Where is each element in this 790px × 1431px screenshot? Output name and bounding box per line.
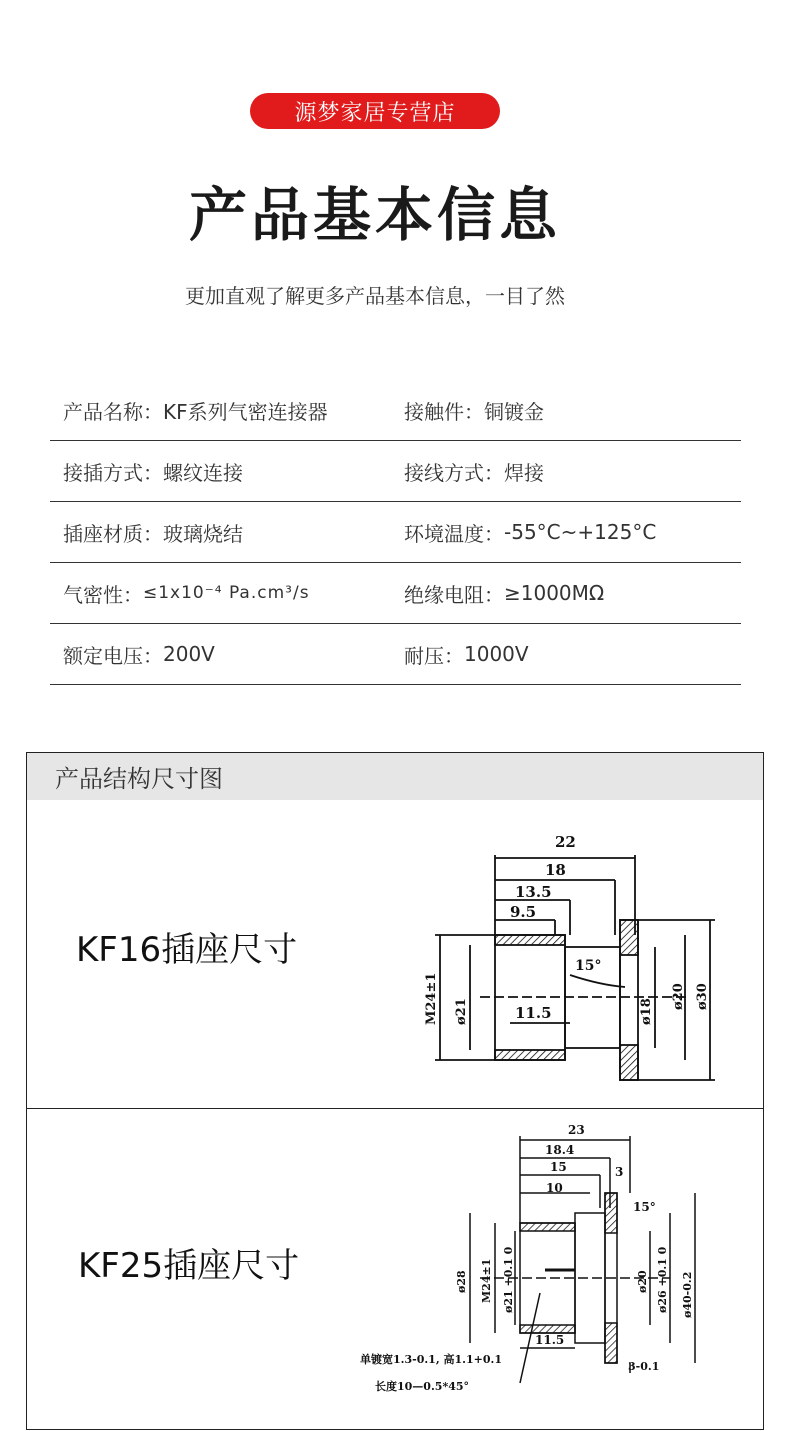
dim-label: M24±1 [424,972,439,1025]
kf16-label: KF16插座尺寸 [76,930,298,970]
dim-label: 9.5 [510,903,537,921]
spec-row [50,502,741,563]
dim-label: 11.5 [515,1004,552,1022]
spec-row [50,441,741,502]
dim-label: 11.5 [535,1333,565,1347]
dim-label: ø18 [639,998,654,1025]
dim-label: 18 [545,861,566,879]
dim-label: ø40-0.2 [681,1271,694,1318]
dim-label: 22 [555,833,576,851]
spec-label: 气密性： [63,582,143,607]
dim-label: ø26 +0.1 0 [656,1246,669,1313]
spec-cell [50,396,402,425]
dim-label: 15 [550,1160,567,1174]
dim-label: ø20 [636,1270,649,1293]
spec-value: 玻璃烧结 [163,521,243,546]
spec-cell [402,640,741,669]
spec-label: 接触件： [404,399,484,424]
dim-label: 3 [615,1165,624,1179]
spec-label: 额定电压： [63,643,163,668]
dim-label: ø28 [455,1270,468,1293]
spec-cell [402,396,741,425]
page-title: 产品基本信息 [188,181,561,249]
spec-value: 螺纹连接 [163,460,243,485]
spec-label: 接线方式： [404,460,504,485]
store-badge: 源梦家居专营店 [250,93,500,129]
spec-cell [402,457,741,486]
dim-label: 3-0.1 [628,1360,660,1373]
dim-label: ø21 +0.1 0 [502,1246,515,1313]
spec-value: ≤1x10⁻⁴ Pa.cm³/s [143,583,310,603]
section-divider [26,1108,764,1109]
spec-label: 接插方式： [63,460,163,485]
spec-cell [50,457,402,486]
dim-label: ø30 [695,983,710,1010]
spec-label: 产品名称： [63,399,163,424]
dim-label: 15° [633,1200,656,1214]
spec-cell [50,518,402,547]
spec-label: 耐压： [404,643,464,668]
dim-note: 单镀宽1.3-0.1, 高1.1+0.1 [360,1353,502,1366]
spec-value: 200V [163,642,215,666]
spec-table [50,380,741,685]
kf25-dimension-drawing [350,1118,730,1418]
spec-row [50,563,741,624]
spec-value: 1000V [464,642,529,666]
spec-cell [50,640,402,669]
dim-label: 15° [575,958,602,974]
dim-label: ø20 [671,983,686,1010]
dim-label: 18.4 [545,1143,575,1157]
dim-label: M24±1 [480,1258,493,1303]
dim-label: 23 [568,1123,585,1137]
spec-row [50,380,741,441]
page-subtitle: 更加直观了解更多产品基本信息，一目了然 [185,284,565,308]
dimension-section-title: 产品结构尺寸图 [27,753,763,800]
kf16-dimension-drawing [410,825,730,1095]
dim-label: 10 [546,1181,563,1195]
spec-row [50,624,741,685]
spec-value: KF系列气密连接器 [163,399,328,424]
spec-cell [50,579,402,608]
spec-cell [402,518,741,547]
spec-value: -55°C~+125°C [504,520,657,544]
dim-note: 长度10—0.5*45° [375,1380,470,1393]
spec-value: 焊接 [504,460,544,485]
spec-cell [402,579,741,608]
kf25-label: KF25插座尺寸 [78,1246,300,1286]
spec-label: 插座材质： [63,521,163,546]
spec-label: 环境温度： [404,521,504,546]
spec-value: ≥1000MΩ [504,581,605,605]
spec-value: 铜镀金 [484,399,544,424]
dim-label: 13.5 [515,883,552,901]
spec-label: 绝缘电阻： [404,582,504,607]
dim-label: ø21 [454,998,469,1025]
